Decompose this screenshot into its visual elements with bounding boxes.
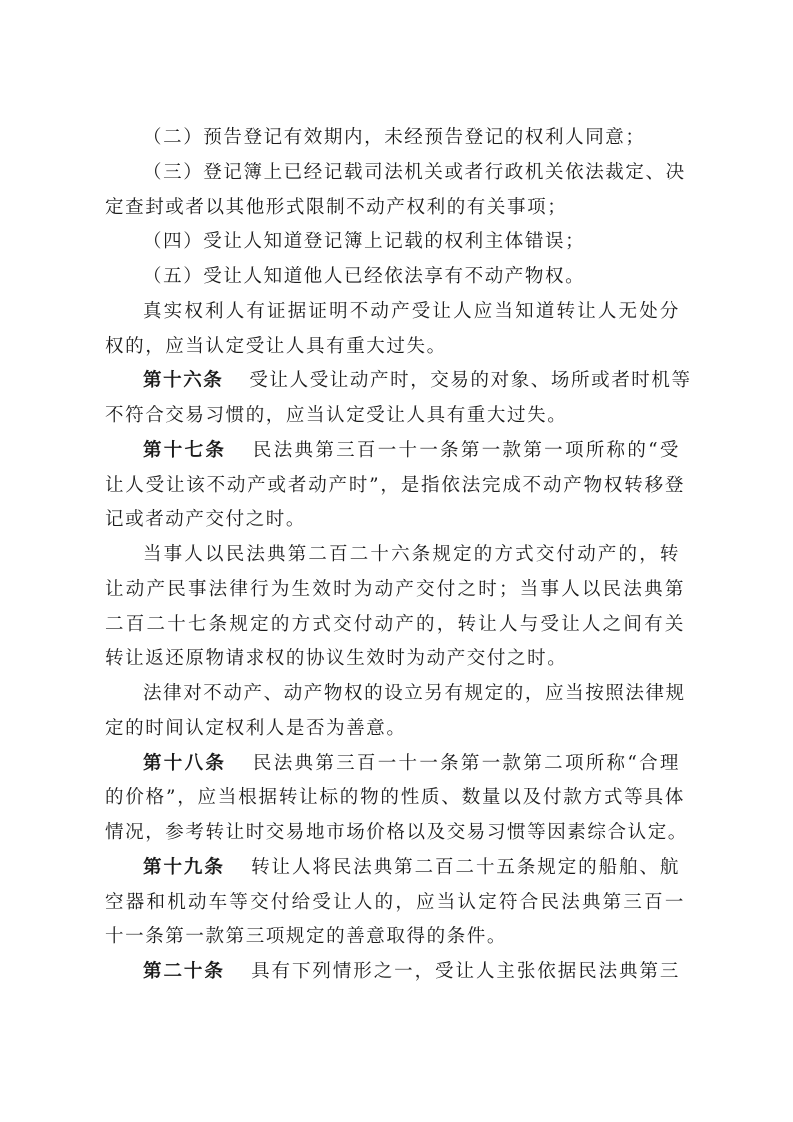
text-line: （三）登记簿上已经记载司法机关或者行政机关依法裁定、决 [143,162,686,183]
text-line: 真实权利人有证据证明不动产受让人应当知道转让人无处分 [143,301,680,322]
text-line: 空器和机动车等交付给受让人的，应当认定符合民法典第三百一 [105,892,685,913]
article-heading-20: 第二十条 [143,961,225,982]
text-line: 权的，应当认定受让人具有重大过失。 [105,336,447,357]
article-heading-19: 第十九条 [143,857,225,878]
text-line: 十一条第一款第三项规定的善意取得的条件。 [105,926,508,947]
text-line: 受让人受让动产时，交易的对象、场所或者时机等 [249,370,692,391]
article-line [143,855,680,881]
article-heading-17: 第十七条 [143,440,227,461]
text-line: 让人受让该不动产或者动产时”，是指依法完成不动产物权转移登 [105,475,685,496]
article-heading-16: 第十六条 [143,370,224,391]
text-line: （四）受让人知道登记簿上记载的权利主体错误； [143,231,586,252]
text-line: 记或者动产交付之时。 [105,509,307,530]
article-line [143,368,692,394]
text-line: 法律对不动产、动产物权的设立另有规定的，应当按照法律规 [143,683,686,704]
article-line [143,959,680,985]
text-line: 民法典第三百一十一条第一款第一项所称的“受 [252,440,681,461]
text-line: 民法典第三百一十一条第一款第二项所称“合理 [252,753,681,774]
text-line: （二）预告登记有效期内，未经预告登记的权利人同意； [143,127,646,148]
text-line: 让动产民事法律行为生效时为动产交付之时；当事人以民法典第 [105,579,685,600]
text-line: 转让人将民法典第二百二十五条规定的船舶、航 [250,857,680,878]
text-line: 转让返还原物请求权的协议生效时为动产交付之时。 [105,648,568,669]
text-line: 当事人以民法典第二百二十六条规定的方式交付动产的，转 [143,544,680,565]
text-line: 情况，参考转让时交易地市场价格以及交易习惯等因素综合认定。 [105,822,688,843]
text-line: 具有下列情形之一，受让人主张依据民法典第三 [250,961,680,982]
text-line: 定的时间认定权利人是否为善意。 [105,718,407,739]
text-line: 二百二十七条规定的方式交付动产的，转让人与受让人之间有关 [105,614,685,635]
article-line [143,751,680,777]
article-heading-18: 第十八条 [143,753,227,774]
text-line: 不符合交易习惯的，应当认定受让人具有重大过失。 [105,405,568,426]
text-line: （五）受让人知道他人已经依法享有不动产物权。 [143,266,586,287]
text-line: 定查封或者以其他形式限制不动产权利的有关事项； [105,197,568,218]
text-line: 的价格”，应当根据转让标的物的性质、数量以及付款方式等具体 [105,787,685,808]
article-line [143,438,680,464]
